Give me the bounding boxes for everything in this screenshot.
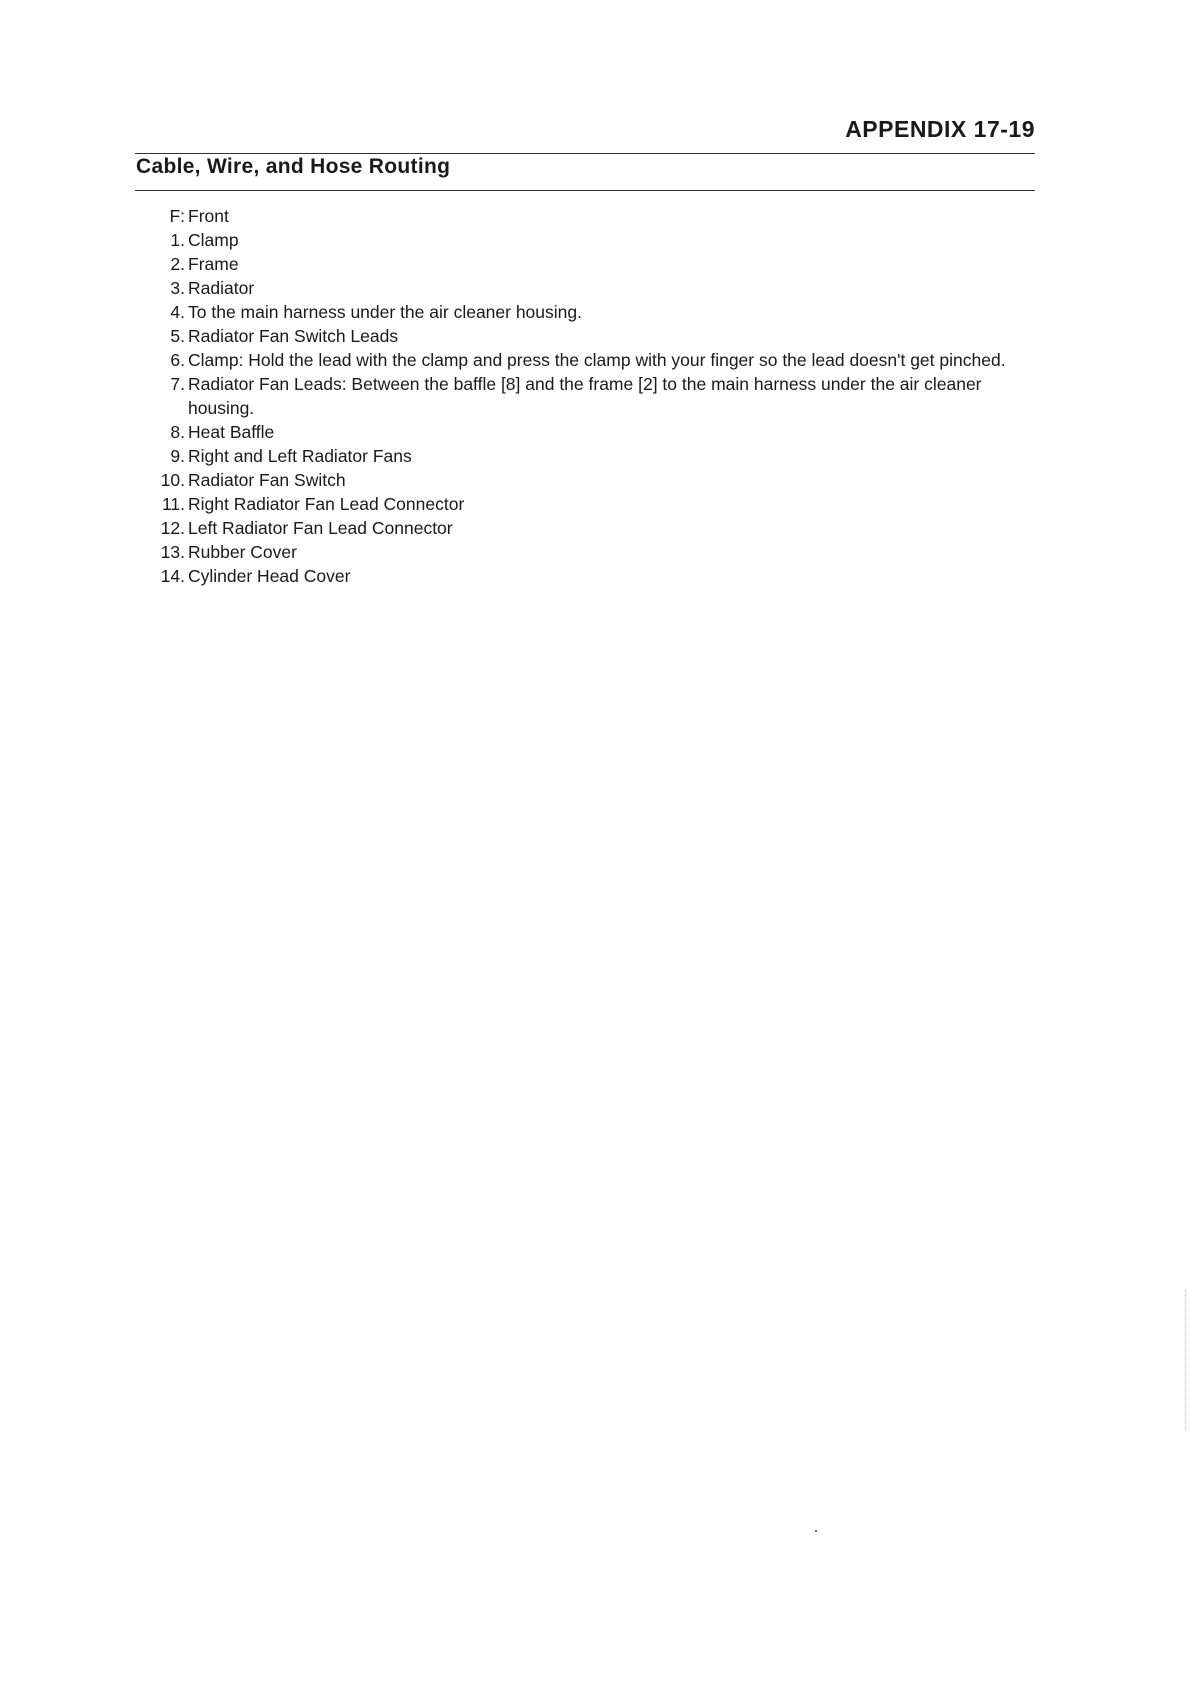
- legend-item: [150, 564, 1050, 588]
- legend-text: To the main harness under the air cleaner housing.: [188, 302, 582, 322]
- legend-text: Front: [188, 206, 229, 226]
- legend-item: [150, 252, 1050, 276]
- legend-text: Left Radiator Fan Lead Connector: [188, 518, 453, 538]
- legend-key: F:: [169, 206, 185, 226]
- page-number: APPENDIX 17-19: [845, 116, 1035, 142]
- legend-text: Radiator Fan Switch Leads: [188, 326, 399, 346]
- legend-item: [150, 228, 1050, 252]
- legend-text: Frame: [188, 254, 239, 274]
- header-rule-bottom: [135, 190, 1035, 191]
- legend-item: [150, 204, 1050, 228]
- legend-key: 5.: [170, 326, 185, 346]
- legend-item: [150, 300, 1050, 324]
- legend-item: [150, 540, 1050, 564]
- legend-key: 12.: [160, 518, 185, 538]
- legend-item: [150, 324, 1050, 348]
- legend-item: [150, 420, 1050, 444]
- legend-item: [150, 444, 1050, 468]
- legend-key: 7.: [170, 374, 185, 394]
- legend-text: Radiator: [188, 278, 255, 298]
- legend-item: [150, 372, 1050, 420]
- scan-speck: [815, 1530, 817, 1532]
- legend-key: 13.: [160, 542, 185, 562]
- legend-text: Clamp: Hold the lead with the clamp and press the clamp with your finger so the lead doesn't get pinched.: [188, 350, 1006, 370]
- header-rule-top: [135, 153, 1035, 154]
- legend-key: 8.: [170, 422, 185, 442]
- legend-key: 2.: [170, 254, 185, 274]
- legend-key: 1.: [170, 230, 185, 250]
- legend-text: Cylinder Head Cover: [188, 566, 351, 586]
- legend-item: [150, 468, 1050, 492]
- legend-list: [150, 204, 1050, 588]
- legend-text: Heat Baffle: [188, 422, 275, 442]
- legend-key: 3.: [170, 278, 185, 298]
- legend-text: Radiator Fan Leads: Between the baffle [8] and the frame [2] to the main harness under the air cleaner housing.: [188, 374, 982, 418]
- legend-key: 11.: [161, 494, 185, 514]
- legend-text: Clamp: [188, 230, 239, 250]
- legend-key: 14.: [160, 566, 185, 586]
- legend-text: Radiator Fan Switch: [188, 470, 346, 490]
- legend-text: Right and Left Radiator Fans: [188, 446, 412, 466]
- legend-key: 4.: [170, 302, 185, 322]
- scan-edge-marks: [1184, 1290, 1186, 1430]
- legend-item: [150, 492, 1050, 516]
- legend-key: 10.: [160, 470, 185, 490]
- section-title: Cable, Wire, and Hose Routing: [136, 155, 451, 178]
- legend-key: 9.: [170, 446, 185, 466]
- legend-text: Right Radiator Fan Lead Connector: [188, 494, 465, 514]
- legend-item: [150, 348, 1050, 372]
- legend-item: [150, 516, 1050, 540]
- legend-item: [150, 276, 1050, 300]
- legend-text: Rubber Cover: [188, 542, 297, 562]
- legend-key: 6.: [170, 350, 185, 370]
